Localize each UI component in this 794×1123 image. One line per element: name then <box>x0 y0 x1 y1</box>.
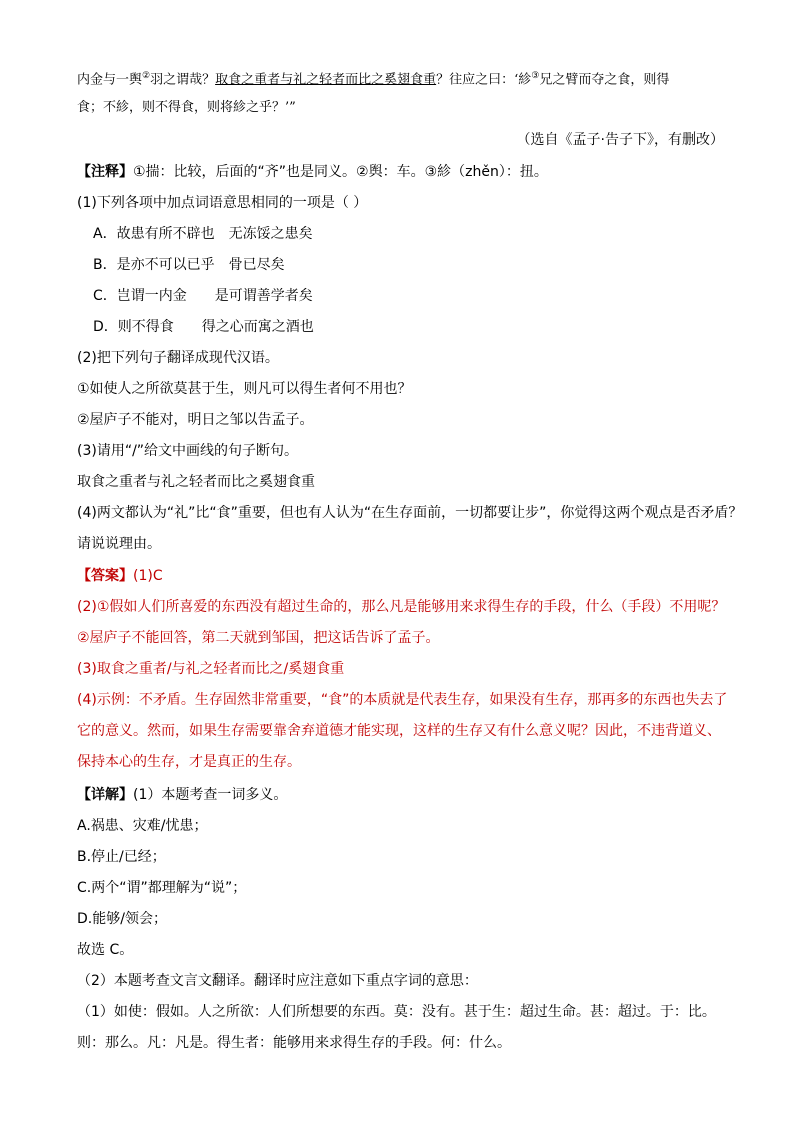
question-4-line-1: (4)两文都认为“礼”比“食”重要，但也有人认为“在生存面前，一切都要让步”，你觉得这两个观点是否矛盾？ <box>77 505 743 521</box>
answer-line-1 <box>77 566 163 586</box>
answer-2-line-1: (2)①假如人们所喜爱的东西没有超过生命的，那么凡是能够用来求得生存的手段，什么（手段）不用呢？ <box>77 599 726 615</box>
passage-text: ？往应之曰：‘紾 <box>436 72 532 88</box>
passage-text: 兄之臂而夺之食，则得 <box>539 72 670 88</box>
notes-line <box>77 162 548 182</box>
explanation-part-2: （2）本题考查文言文翻译。翻译时应注意如下重点字词的意思： <box>77 973 478 989</box>
question-4-line-2: 请说说理由。 <box>77 536 161 552</box>
notes-label: 【注释】 <box>77 164 133 180</box>
question-2-item-2: ②屋庐子不能对，明日之邹以告孟子。 <box>77 412 314 428</box>
question-3-sentence: 取食之重者与礼之轻者而比之奚翅食重 <box>77 474 315 490</box>
footnote-marker: ② <box>142 71 151 81</box>
passage-text: 内金与一舆 <box>77 72 143 88</box>
question-1: (1)下列各项中加点词语意思相同的一项是（ ） <box>77 195 368 211</box>
passage-line-2: 食；不紾，则不得食，则将紾之乎？’” <box>77 100 296 115</box>
question-1-option-b: B．是亦不可以已乎 骨已尽矣 <box>93 257 285 273</box>
answer-1: (1)C <box>133 568 163 584</box>
question-3: (3)请用“/”给文中画线的句子断句。 <box>77 443 299 459</box>
footnote-marker: ③ <box>531 71 540 81</box>
explanation-part-2-line-2: 则：那么。凡：凡是。得生者：能够用来求得生存的手段。何：什么。 <box>77 1035 511 1051</box>
explanation-header <box>77 785 287 805</box>
question-2: (2)把下列句子翻译成现代汉语。 <box>77 350 279 366</box>
answer-4-line-3: 保持本心的生存，才是真正的生存。 <box>77 754 301 770</box>
explanation-item-c: C.两个“谓”都理解为“说”； <box>77 880 247 896</box>
question-2-item-1: ①如使人之所欲莫甚于生，则凡可以得生者何不用也？ <box>77 381 412 397</box>
answer-4-line-2: 它的意义。然而，如果生存需要靠舍弃道德才能实现，这样的生存又有什么意义呢？因此，不违背道义、 <box>77 723 721 739</box>
answer-label: 【答案】 <box>77 568 133 584</box>
explanation-item-d: D.能够/领会； <box>77 911 167 927</box>
passage-text: 羽之谓哉？ <box>150 72 216 88</box>
explanation-part-2-line-1: （1）如使：假如。人之所欲：人们所想要的东西。莫：没有。甚于生：超过生命。甚：超过。于：比。 <box>77 1004 716 1020</box>
explanation-intro: (1）本题考查一词多义。 <box>133 787 288 803</box>
passage-source: （选自《孟子·告子下》，有删改） <box>516 132 724 148</box>
question-1-option-a: A．故患有所不辟也 无冻馁之患矣 <box>93 226 313 242</box>
explanation-conclusion: 故选 C。 <box>77 942 134 958</box>
question-1-option-c: C．岂谓一内金 是可谓善学者矣 <box>93 288 313 304</box>
question-1-option-d: D．则不得食 得之心而寓之酒也 <box>93 319 314 335</box>
answer-2-line-2: ②屋庐子不能回答，第二天就到邹国，把这话告诉了孟子。 <box>77 630 440 646</box>
answer-4-line-1: (4)示例：不矛盾。生存固然非常重要，“食”的本质就是代表生存，如果没有生存，那再多的东西也失去了 <box>77 692 728 708</box>
underlined-sentence: 取食之重者与礼之轻者而比之奚翅食重 <box>215 72 437 88</box>
explanation-item-a: A.祸患、灾难/忧患； <box>77 818 208 834</box>
notes-text: ①揣：比较，后面的“齐”也是同义。②舆：车。③紾（zhěn）：扭。 <box>133 164 548 180</box>
explanation-item-b: B.停止/已经； <box>77 849 166 865</box>
passage-line-1 <box>77 66 669 90</box>
explanation-label: 【详解】 <box>77 787 133 803</box>
answer-3: (3)取食之重者/与礼之轻者而比之/奚翅食重 <box>77 661 345 677</box>
